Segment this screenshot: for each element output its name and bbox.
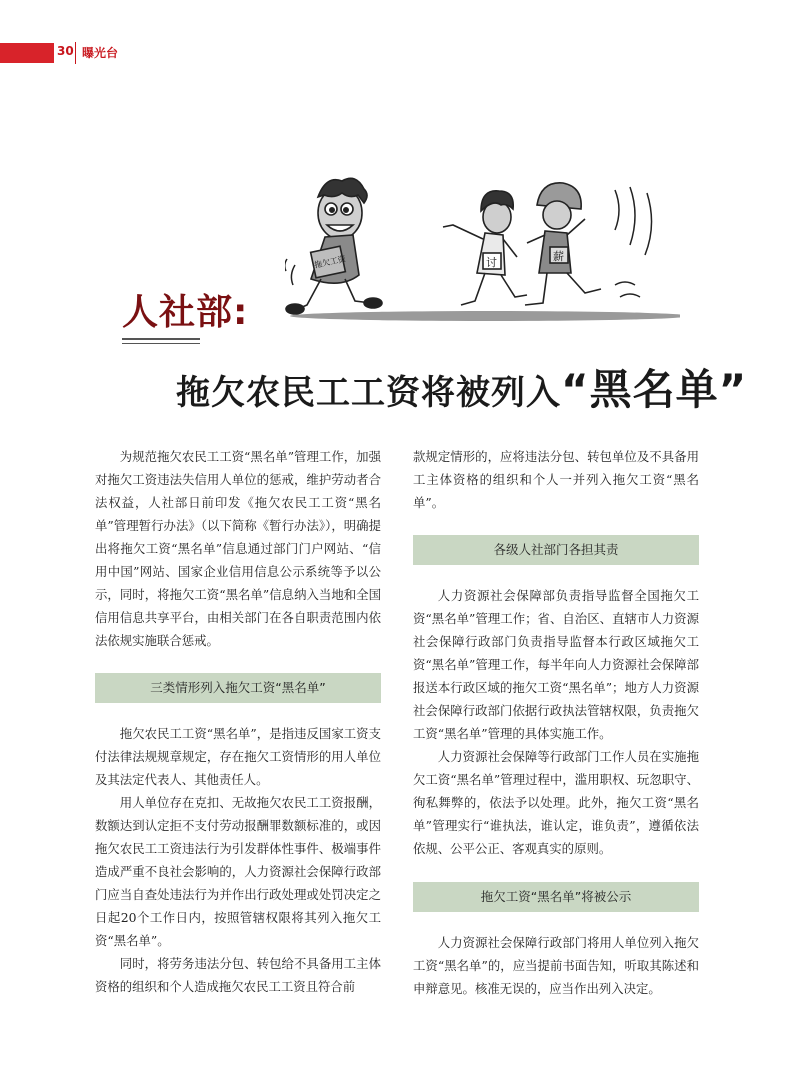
paragraph: 人力资源社会保障等行政部门工作人员在实施拖欠工资“黑名单”管理过程中，滥用职权、玩忽职守、徇私舞弊的，依法予以处理。此外，拖欠工资“黑名单”管理实行“谁执法，谁认定，谁负责”，遵循依法依规、公平公正、客观真实的原则。: [413, 749, 699, 856]
section-heading-responsibilities: 各级人社部门各担其责: [413, 535, 699, 565]
kicker-rule-thin: [122, 343, 200, 344]
worker-sign-text-1: 讨: [486, 256, 497, 269]
paragraph-continued: 款规定情形的，应将违法分包、转包单位及不具备用工主体资格的组织和个人一并列入拖欠工资“黑名单”。: [413, 449, 699, 510]
paragraph: 人力资源社会保障行政部门将用人单位列入拖欠工资“黑名单”的，应当提前书面告知，听取其陈述和申辩意见。核准无误的，应当作出列入决定。: [413, 935, 699, 996]
worker-sign-text-2: 薪: [553, 250, 564, 263]
left-column: [95, 445, 381, 998]
right-column: [413, 445, 699, 1000]
header-accent-bar: [0, 43, 54, 63]
section-heading-publication: 拖欠工资“黑名单”将被公示: [413, 882, 699, 912]
paragraph: 拖欠农民工工资“黑名单”，是指违反国家工资支付法律法规规章规定，存在拖欠工资情形的用人单位及其法定代表人、其他责任人。: [95, 726, 381, 787]
page-number: 30: [57, 44, 74, 58]
boss-figure: [286, 178, 382, 314]
paragraph: 人力资源社会保障部负责指导监督全国拖欠工资“黑名单”管理工作；省、自治区、直辖市人力资源社会保障行政部门负责指导监督本行政区域拖欠工资“黑名单”管理工作，每半年向人力资源社会保障部报送本行政区域的拖欠工资“黑名单”；地方人力资源社会保障行政部门依据行政执法管辖权限，负责拖欠工资“黑名单”管理的具体实施工作。: [413, 588, 699, 741]
header-divider: [75, 42, 76, 64]
section-heading-blacklist-criteria: 三类情形列入拖欠工资“黑名单”: [95, 673, 381, 703]
headline-emphasis: “黑名单”: [561, 365, 748, 414]
paragraph: 同时，将劳务违法分包、转包给不具备用工主体资格的组织和个人造成拖欠农民工工资且符合前: [95, 956, 381, 994]
section-name: 曝光台: [82, 46, 119, 60]
headline-main: 拖欠农民工工资将被列入: [176, 373, 561, 413]
paragraph: 用人单位存在克扣、无故拖欠农民工工资报酬，数额达到认定拒不支付劳动报酬罪数额标准的，或因拖欠农民工工资违法行为引发群体性事件、极端事件造成严重不良社会影响的，人力资源社会保障行政部门应当自查处违法行为并作出行政处理或处罚决定之日起20个工作日内，按照管辖权限将其列入拖欠工资“黑名单”。: [95, 795, 381, 948]
boss-sign-text: 拖欠工资: [313, 254, 347, 270]
kicker-title: 人社部:: [122, 292, 249, 333]
worker-figure-2: [525, 183, 601, 305]
kicker-rule: [122, 338, 200, 340]
cartoon-illustration: [285, 175, 680, 325]
intro-paragraph: 为规范拖欠农民工工资“黑名单”管理工作，加强对拖欠工资违法失信用人单位的惩戒，维护劳动者合法权益，人社部日前印发《拖欠农民工工资“黑名单”管理暂行办法》（以下简称《暂行办法》），明确提出将拖欠工资“黑名单”信息通过部门门户网站、“信用中国”网站、国家企业信用信息公示系统等予以公示，同时，将拖欠工资“黑名单”信息纳入当地和全国信用信息共享平台，由相关部门在各自职责范围内依法依规实施联合惩戒。: [95, 449, 381, 648]
worker-figure-1: [443, 191, 527, 305]
headline: [176, 357, 747, 417]
